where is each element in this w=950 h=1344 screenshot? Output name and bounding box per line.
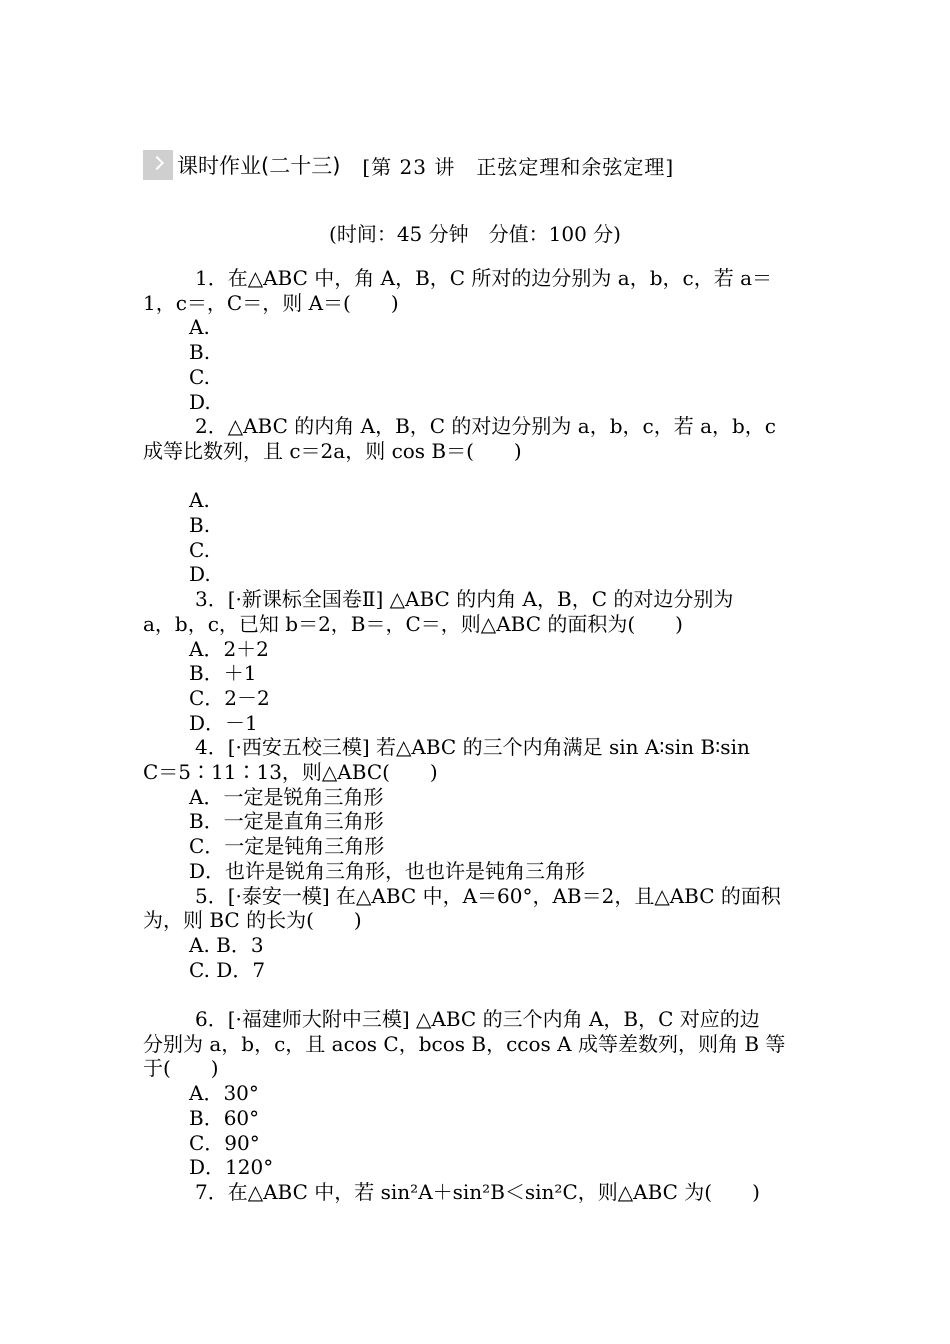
option-d: D.	[189, 562, 211, 587]
option-b: B．一定是直角三角形	[189, 809, 384, 834]
option-b: B．＋1	[189, 661, 257, 686]
options-c-d: C. D．7	[189, 957, 266, 982]
question-4-line-2: C＝5∶11∶13，则△ABC( )	[143, 760, 438, 785]
option-c: C.	[189, 537, 210, 562]
lesson-subtitle: [第 23 讲 正弦定理和余弦定理]	[362, 154, 675, 179]
option-c: C.	[189, 364, 210, 389]
option-d: D．也许是锐角三角形，也也许是钝角三角形	[189, 858, 586, 883]
option-b: B.	[189, 340, 211, 365]
option-d: D．－1	[189, 710, 258, 735]
time-score-info: (时间：45 分钟 分值：100 分)	[329, 222, 621, 246]
option-c: C．2－2	[189, 685, 270, 710]
option-a: A．一定是锐角三角形	[189, 784, 384, 809]
question-2-line-1: 2．△ABC 的内角 A，B，C 的对边分别为 a，b，c，若 a，b，c	[195, 414, 777, 439]
question-1-line-2: 1，c＝，C＝，则 A＝( )	[143, 290, 399, 315]
question-6-line-2: 分别为 a，b，c，且 acos C，bcos B，ccos A 成等差数列，则角 B 等	[143, 1031, 786, 1056]
question-6-line-1: 6．[·福建师大附中三模] △ABC 的三个内角 A，B，C 对应的边	[195, 1007, 760, 1032]
chevron-right-icon	[143, 150, 173, 180]
question-1-line-1: 1．在△ABC 中，角 A，B，C 所对的边分别为 a，b，c，若 a＝	[195, 266, 773, 290]
question-7-line-1: 7．在△ABC 中，若 sin²A＋sin²B＜sin²C，则△ABC 为( )	[195, 1179, 760, 1204]
spacer	[143, 464, 805, 489]
question-3-line-1: 3．[·新课标全国卷Ⅱ] △ABC 的内角 A，B，C 的对边分别为	[195, 587, 734, 612]
option-c: C．90°	[189, 1130, 260, 1155]
question-5-line-1: 5．[·泰安一模] 在△ABC 中，A＝60°，AB＝2，且△ABC 的面积	[195, 883, 781, 908]
option-a: A.	[189, 488, 210, 513]
header	[143, 148, 674, 182]
question-body	[143, 266, 805, 1205]
question-4-line-1: 4．[·西安五校三模] 若△ABC 的三个内角满足 sin A∶sin B∶sin	[195, 735, 750, 760]
option-d: D．120°	[189, 1155, 274, 1180]
question-5-line-2: 为，则 BC 的长为( )	[143, 908, 362, 933]
option-c: C．一定是钝角三角形	[189, 834, 385, 859]
options-a-b: A. B．3	[189, 932, 264, 957]
question-2-line-2: 成等比数列，且 c＝2a，则 cos B＝( )	[143, 438, 522, 463]
homework-title: 课时作业(二十三)	[177, 154, 341, 178]
option-b: B．60°	[189, 1105, 260, 1130]
question-6-line-3: 于( )	[143, 1056, 219, 1081]
spacer	[143, 982, 805, 1007]
option-a: A．30°	[189, 1081, 259, 1106]
option-a: A.	[189, 315, 210, 340]
question-3-line-2: a，b，c，已知 b＝2，B＝，C＝，则△ABC 的面积为( )	[143, 611, 683, 636]
option-d: D.	[189, 389, 211, 414]
option-a: A．2＋2	[189, 636, 269, 661]
option-b: B.	[189, 513, 211, 538]
